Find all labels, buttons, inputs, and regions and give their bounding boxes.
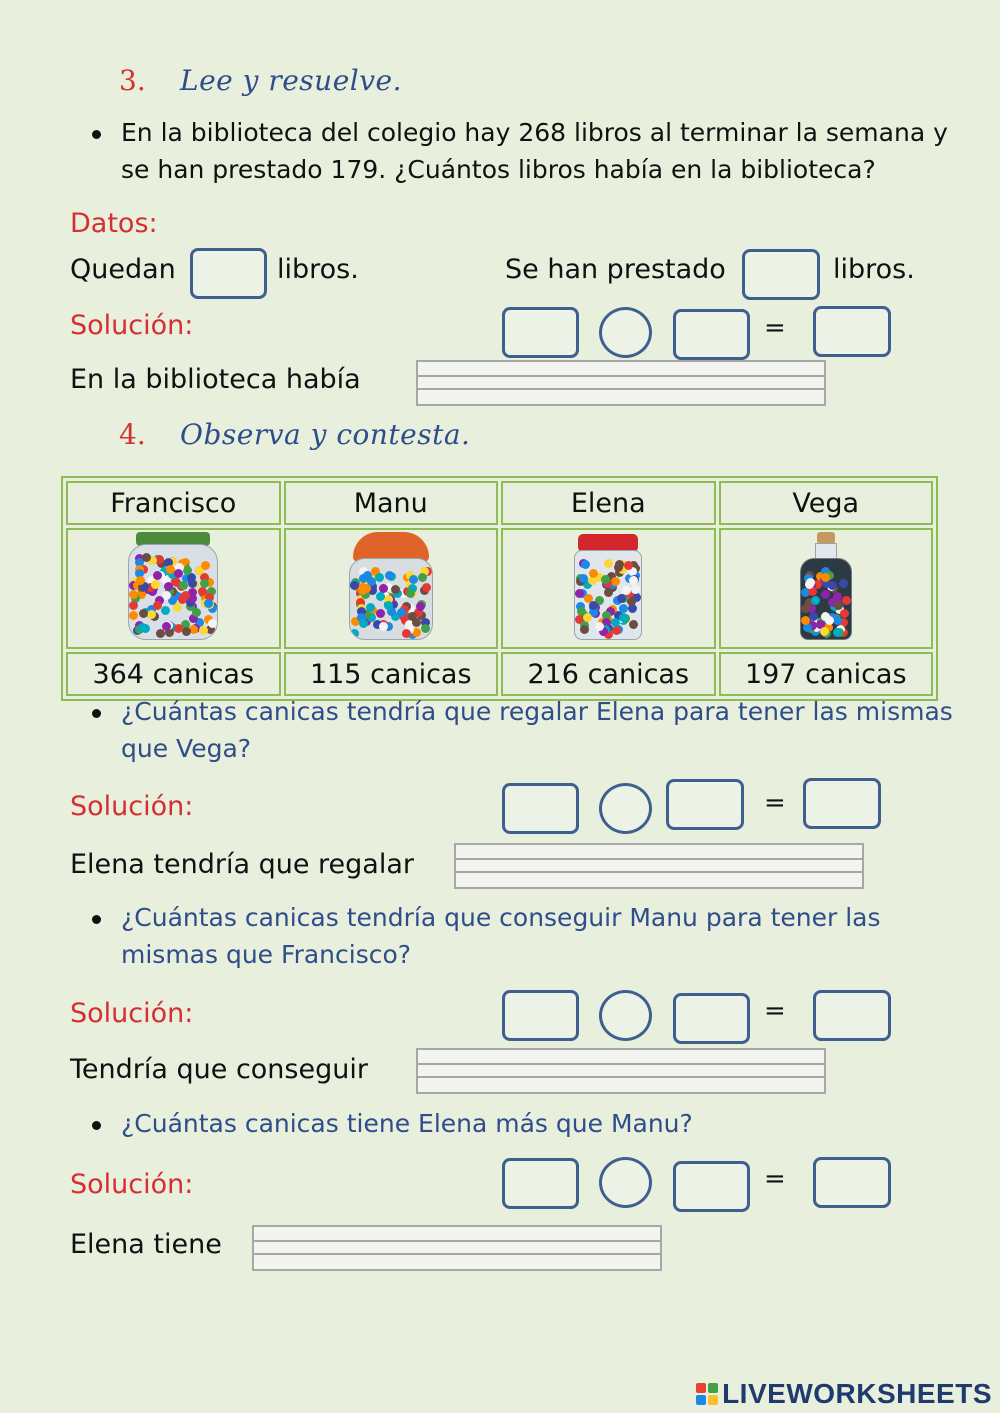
marble-dot: [136, 576, 145, 585]
bullet-dot: [92, 1121, 101, 1130]
answer-line-field[interactable]: [454, 843, 864, 889]
marble-dot: [406, 589, 415, 598]
marble-dot: [208, 619, 217, 628]
marble-dot: [629, 620, 638, 629]
marble-dot: [385, 571, 394, 580]
answer-prompt: Elena tendría que regalar: [70, 849, 414, 880]
marble-dot: [580, 625, 589, 634]
quedan-label: Quedan: [70, 254, 176, 285]
marble-dot: [615, 560, 624, 569]
quedan-answer-box[interactable]: [190, 248, 267, 299]
marble-dot: [624, 561, 633, 570]
marble-dot: [182, 627, 191, 636]
marble-dot: [589, 601, 598, 610]
marble-jar-image: [128, 530, 218, 640]
marble-dot: [840, 609, 849, 618]
marble-dot: [142, 553, 151, 562]
equals-sign: =: [764, 313, 786, 343]
marble-jar-image: [563, 530, 653, 640]
bullet-dot: [92, 130, 101, 139]
solucion-label: Solución:: [70, 1169, 194, 1200]
marble-dot: [581, 560, 590, 569]
equals-sign: =: [764, 1164, 786, 1194]
equals-sign: =: [764, 996, 786, 1026]
marble-dot: [801, 616, 810, 625]
answer-line-field[interactable]: [416, 360, 826, 406]
table-image-cell: [284, 528, 499, 649]
marble-dot: [619, 604, 628, 613]
marble-dot: [179, 581, 188, 590]
marble-dot: [358, 586, 367, 595]
question-1-line-1: ¿Cuántas canicas tendría que regalar Elena para tener las mismas: [121, 697, 953, 726]
solucion-label: Solución:: [70, 310, 194, 341]
marble-dot: [629, 576, 638, 585]
marble-dot: [129, 590, 138, 599]
marble-dot: [139, 609, 148, 618]
marble-dot: [153, 571, 162, 580]
section-3-heading: Lee y resuelve.: [180, 64, 403, 97]
marble-dot: [834, 601, 843, 610]
answer-line-field[interactable]: [416, 1048, 826, 1094]
section-4-heading: Observa y contesta.: [180, 418, 471, 451]
table-image-cell: [501, 528, 716, 649]
operand-1-box[interactable]: [502, 307, 579, 358]
marble-dot: [821, 573, 830, 582]
operand-2-box[interactable]: [673, 1161, 750, 1212]
question-2-line-2: mismas que Francisco?: [121, 940, 412, 969]
marble-dot: [188, 579, 197, 588]
result-box[interactable]: [813, 1157, 891, 1208]
marble-dot: [422, 583, 431, 592]
operator-circle[interactable]: [599, 783, 652, 834]
operator-circle[interactable]: [599, 990, 652, 1041]
marble-dot: [612, 626, 621, 635]
marble-dot: [174, 624, 183, 633]
equals-sign: =: [764, 788, 786, 818]
table-count-cell: 364 canicas: [66, 652, 281, 696]
operand-1-box[interactable]: [502, 1158, 579, 1209]
marble-dot: [173, 603, 182, 612]
table-count-cell: 216 canicas: [501, 652, 716, 696]
marble-dot: [833, 616, 842, 625]
marble-dot: [359, 574, 368, 583]
problem-text-line-2: se han prestado 179. ¿Cuántos libros había en la biblioteca?: [121, 155, 876, 184]
marble-dot: [141, 624, 150, 633]
marble-dot: [350, 629, 359, 638]
table-image-cell: [719, 528, 934, 649]
marble-dot: [156, 629, 165, 638]
operand-1-box[interactable]: [502, 990, 579, 1041]
table-header-cell: Elena: [501, 481, 716, 525]
marble-dot: [129, 611, 138, 620]
marble-dot: [809, 612, 818, 621]
operand-1-box[interactable]: [502, 783, 579, 834]
marble-dot: [359, 619, 368, 628]
marble-dot: [384, 601, 393, 610]
table-count-cell: 115 canicas: [284, 652, 499, 696]
marble-dot: [412, 618, 421, 627]
marble-dot: [631, 585, 640, 594]
table-image-cell: [66, 528, 281, 649]
marble-dot: [821, 590, 830, 599]
libros-label: libros.: [277, 254, 359, 285]
marble-dot: [622, 586, 631, 595]
marble-dot: [421, 624, 430, 633]
prestado-answer-box[interactable]: [742, 249, 820, 300]
answer-prompt: Tendría que conseguir: [70, 1054, 368, 1085]
datos-label: Datos:: [70, 208, 158, 239]
marble-dot: [416, 602, 425, 611]
question-2-line-1: ¿Cuántas canicas tendría que conseguir Manu para tener las: [121, 903, 881, 932]
marble-dot: [828, 581, 837, 590]
answer-line-field[interactable]: [252, 1225, 662, 1271]
marble-dot: [204, 599, 213, 608]
marble-dot: [391, 585, 400, 594]
table-header-cell: Vega: [719, 481, 934, 525]
marble-dot: [174, 569, 183, 578]
marble-jar-image: [781, 530, 871, 640]
marble-dot: [183, 566, 192, 575]
marble-dot: [379, 622, 388, 631]
marble-dot: [409, 575, 418, 584]
bullet-dot: [92, 915, 101, 924]
marble-dot: [153, 601, 162, 610]
section-4-number: 4.: [119, 418, 146, 451]
marble-dot: [397, 608, 406, 617]
bullet-dot: [92, 709, 101, 718]
solucion-label: Solución:: [70, 791, 194, 822]
marble-dot: [601, 575, 610, 584]
liveworksheets-brand-text: LIVEWORKSHEETS: [722, 1378, 992, 1409]
marble-dot: [198, 587, 207, 596]
result-box[interactable]: [813, 306, 891, 357]
operand-2-box[interactable]: [673, 993, 750, 1044]
result-box[interactable]: [813, 990, 891, 1041]
marble-dot: [151, 580, 160, 589]
marble-dot: [200, 579, 209, 588]
marble-dot: [811, 596, 820, 605]
marble-dot: [575, 589, 584, 598]
marble-dot: [577, 607, 586, 616]
table-count-cell: 197 canicas: [719, 652, 934, 696]
marble-dot: [820, 627, 829, 636]
answer-prompt: En la biblioteca había: [70, 364, 361, 395]
question-1-line-2: que Vega?: [121, 734, 252, 763]
marble-dot: [376, 609, 385, 618]
liveworksheets-logo[interactable]: [696, 1378, 992, 1410]
marble-dot: [161, 606, 170, 615]
table-header-cell: Manu: [284, 481, 499, 525]
operator-circle[interactable]: [599, 1157, 652, 1208]
liveworksheets-logo-icon: [696, 1383, 718, 1405]
marble-dot: [181, 591, 190, 600]
marble-dot: [619, 613, 628, 622]
marble-dot: [833, 628, 842, 637]
marble-dot: [201, 561, 210, 570]
marbles-table: [61, 476, 938, 701]
marble-dot: [627, 597, 636, 606]
marble-dot: [821, 612, 830, 621]
marble-dot: [402, 629, 411, 638]
marble-dot: [595, 622, 604, 631]
marble-dot: [376, 592, 385, 601]
marble-dot: [589, 569, 598, 578]
operand-2-box[interactable]: [666, 779, 744, 830]
operator-circle[interactable]: [599, 307, 652, 358]
marble-dot: [147, 610, 156, 619]
marble-dot: [806, 578, 815, 587]
marble-dot: [579, 574, 588, 583]
marble-dot: [375, 573, 384, 582]
section-3-number: 3.: [119, 64, 146, 97]
problem-text-line-1: En la biblioteca del colegio hay 268 libros al terminar la semana y: [121, 118, 948, 147]
prestado-label: Se han prestado: [505, 254, 726, 285]
marble-dot: [192, 608, 201, 617]
marble-jar-image: [346, 530, 436, 640]
marble-dot: [199, 626, 208, 635]
result-box[interactable]: [803, 778, 881, 829]
table-header-cell: Francisco: [66, 481, 281, 525]
marble-dot: [604, 559, 613, 568]
marble-dot: [611, 577, 620, 586]
question-3-line-1: ¿Cuántas canicas tiene Elena más que Manu?: [121, 1109, 693, 1138]
marble-dot: [350, 581, 359, 590]
answer-prompt: Elena tiene: [70, 1229, 222, 1260]
marble-dot: [129, 601, 138, 610]
marble-dot: [839, 579, 848, 588]
marble-dot: [418, 573, 427, 582]
libros-label: libros.: [833, 254, 915, 285]
operand-2-box[interactable]: [673, 309, 750, 360]
solucion-label: Solución:: [70, 998, 194, 1029]
marble-dot: [842, 596, 851, 605]
